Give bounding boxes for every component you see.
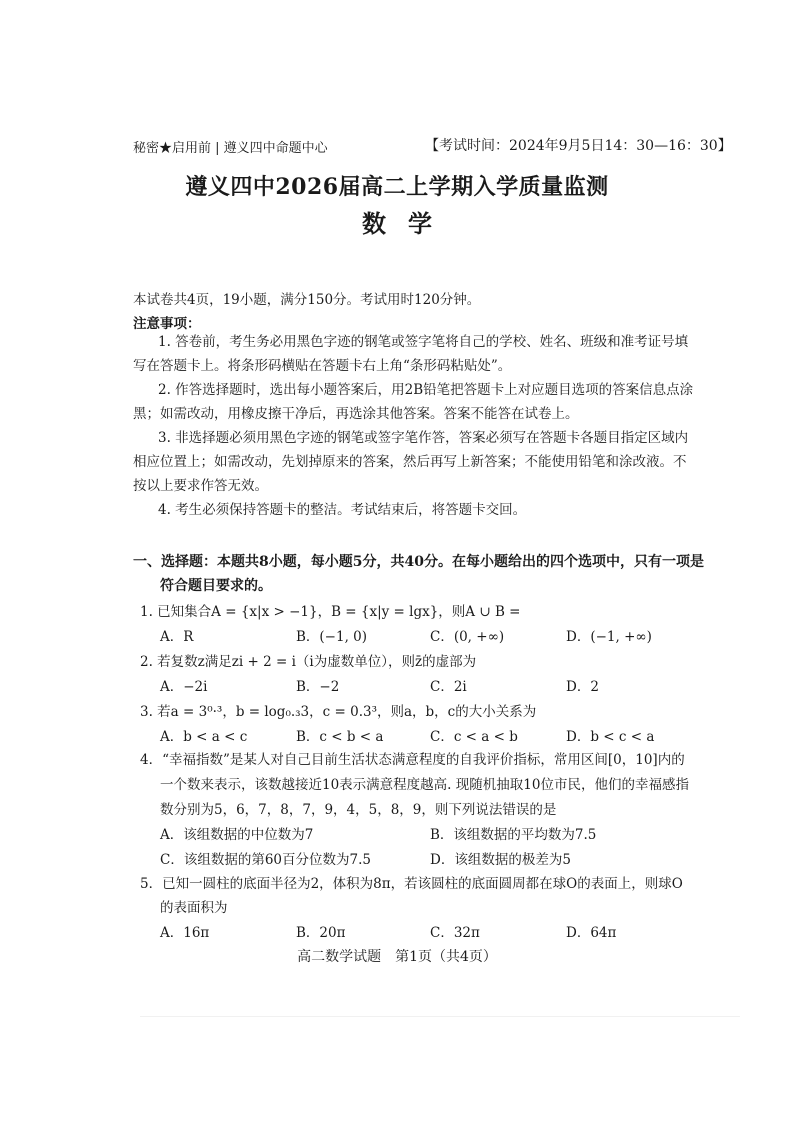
question-5-stem-line1: 5．已知一圆柱的底面半径为2，体积为8π，若该圆柱的底面圆周都在球O的表面上，则球O	[140, 876, 683, 892]
question-3-option-c: C．c < a < b	[430, 729, 518, 745]
question-4-stem-line3: 数分别为5，6，7，8，7，9，4，5，8，9，则下列说法错误的是	[160, 802, 557, 818]
section-heading-line2: 符合题目要求的。	[160, 578, 272, 594]
scan-divider	[140, 1016, 740, 1017]
question-5-option-b: B．20π	[296, 925, 346, 941]
exam-time: 【考试时间：2024年9月5日14：30—16：30】	[425, 138, 732, 154]
question-2-option-a: A．−2i	[160, 679, 208, 695]
question-3-stem: 3. 若a = 3⁰·³，b = log₀.₃3，c = 0.3³，则a，b，c的大小关系为	[140, 704, 537, 720]
question-2-option-b: B．−2	[296, 679, 340, 695]
question-3-option-a: A．b < a < c	[160, 729, 248, 745]
page-footer: 高二数学试题 第1页（共4页）	[297, 949, 497, 965]
question-2-stem: 2. 若复数z满足zi + 2 = i（i为虚数单位），则z̄的虚部为	[140, 654, 477, 670]
question-4-option-c: C．该组数据的第60百分位数为7.5	[160, 852, 371, 868]
question-1-option-b: B．(−1, 0)	[296, 629, 368, 645]
notice-2: 2. 作答选择题时，选出每小题答案后，用2B铅笔把答题卡上对应题目选项的答案信息点涂黑；如需改动，用橡皮擦干净后，再选涂其他答案。答案不能答在试卷上。	[133, 382, 694, 422]
notice-3: 3. 非选择题必须用黑色字迹的钢笔或签字笔作答，答案必须写在答题卡各题目指定区域内相应位置上；如需改动，先划掉原来的答案，然后再写上新答案；不能使用铅笔和涂改液。不按以上要求作答无效。	[133, 430, 689, 494]
question-2-option-d: D．2	[566, 679, 599, 695]
question-5-option-d: D．64π	[566, 925, 617, 941]
section-heading-line1: 一、选择题：本题共8小题，每小题5分，共40分。在每小题给出的四个选项中，只有一项是	[133, 554, 704, 570]
question-4-stem-line2: 一个数来表示，该数越接近10表示满意程度越高. 现随机抽取10位市民，他们的幸福感指	[160, 777, 689, 793]
question-1-stem: 1. 已知集合A = {x|x > −1}，B = {x|y = lgx}，则A ∪ B =	[140, 604, 521, 620]
question-4-option-d: D．该组数据的极差为5	[430, 852, 571, 868]
question-1-option-c: C．(0, +∞)	[430, 629, 505, 645]
question-4-option-b: B．该组数据的平均数为7.5	[430, 827, 597, 843]
section-heading	[133, 550, 705, 598]
question-3-option-b: B．c < b < a	[296, 729, 384, 745]
notice-4: 4. 考生必须保持答题卡的整洁。考试结束后，将答题卡交回。	[158, 502, 527, 518]
question-1-option-d: D．(−1, +∞)	[566, 629, 652, 645]
question-3-option-d: D．b < c < a	[566, 729, 655, 745]
question-5-option-a: A．16π	[160, 925, 210, 941]
notice-1: 1. 答卷前，考生务必用黑色字迹的钢笔或签字笔将自己的学校、姓名、班级和准考证号填写在答题卡上。将条形码横贴在答题卡右上角“条形码粘贴处”。	[133, 334, 689, 374]
question-4-option-a: A．该组数据的中位数为7	[160, 827, 314, 843]
question-2-option-c: C．2i	[430, 679, 467, 695]
exam-intro: 本试卷共4页，19小题，满分150分。考试用时120分钟。	[133, 292, 481, 308]
question-4-stem-line1: 4．“幸福指数”是某人对自己目前生活状态满意程度的自我评价指标，常用区间[0，10]内的	[140, 752, 685, 768]
confidential-label: 秘密★启用前 | 遵义四中命题中心	[133, 141, 328, 156]
question-1-option-a: A．R	[160, 629, 194, 645]
question-5-stem-line2: 的表面积为	[160, 900, 228, 916]
subject-title: 数学	[362, 209, 454, 238]
exam-title: 遵义四中2026届高二上学期入学质量监测	[185, 174, 609, 200]
question-5-option-c: C．32π	[430, 925, 480, 941]
notice-heading: 注意事项：	[133, 316, 201, 332]
